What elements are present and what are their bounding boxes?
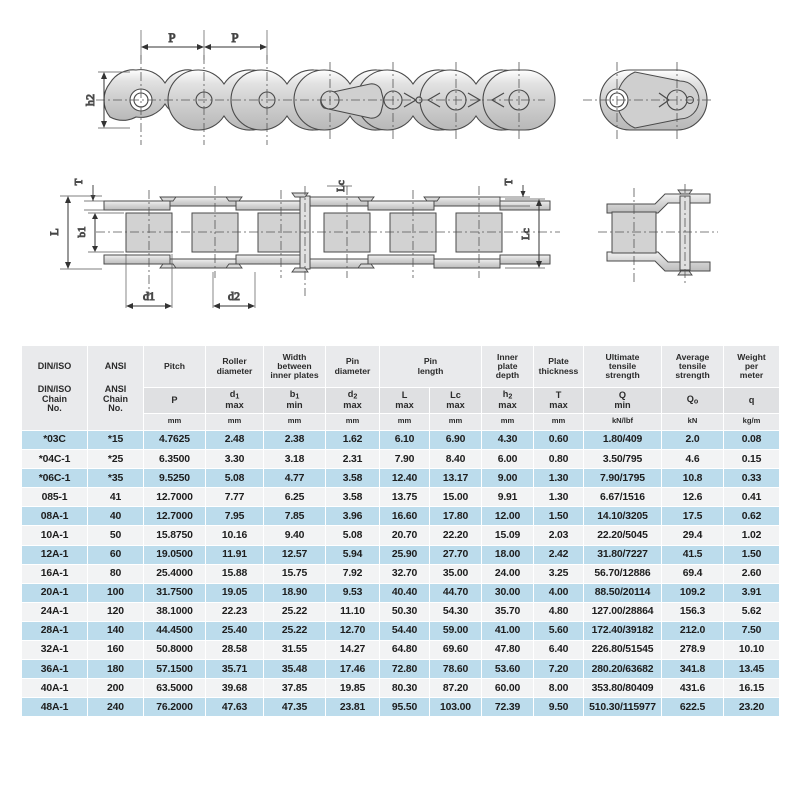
cell-Qo: 109.2 [662, 583, 724, 602]
cell-ansi: *35 [88, 469, 144, 488]
technical-drawings [0, 0, 800, 336]
cell-d2: 7.92 [326, 564, 380, 583]
cell-T: 4.80 [534, 602, 584, 621]
cell-L: 54.40 [380, 621, 430, 640]
cell-Q: 14.10/3205 [584, 507, 662, 526]
cell-L: 20.70 [380, 526, 430, 545]
cell-d2: 23.81 [326, 698, 380, 717]
cell-L: 64.80 [380, 641, 430, 660]
cell-d1: 19.05 [206, 583, 264, 602]
cell-b1: 6.25 [264, 488, 326, 507]
dim-label-h2: h2 [83, 94, 97, 106]
cell-P: 9.5250 [144, 469, 206, 488]
cell-Lc: 44.70 [430, 583, 482, 602]
table-head [22, 346, 780, 431]
cell-d1: 2.48 [206, 431, 264, 450]
unit-pin-diameter: mm [326, 414, 380, 431]
cell-b1: 2.38 [264, 431, 326, 450]
cell-Qo: 431.6 [662, 679, 724, 698]
cell-d1: 15.88 [206, 564, 264, 583]
cell-Qo: 622.5 [662, 698, 724, 717]
cell-L: 50.30 [380, 602, 430, 621]
cell-din_iso: 20A-1 [22, 583, 88, 602]
table-row [22, 507, 780, 526]
symbol-width-inner: b1 min [264, 388, 326, 414]
unit-roller-diameter: mm [206, 414, 264, 431]
cell-Q: 3.50/795 [584, 450, 662, 469]
header-pin-diameter: Pin diameter [326, 346, 380, 388]
cell-h2: 72.39 [482, 698, 534, 717]
cell-din_iso: *06C-1 [22, 469, 88, 488]
cell-din_iso: 40A-1 [22, 679, 88, 698]
cell-h2: 9.00 [482, 469, 534, 488]
unit-plate-thickness: mm [534, 414, 584, 431]
cell-q: 7.50 [724, 621, 780, 640]
table-row [22, 469, 780, 488]
cell-h2: 53.60 [482, 660, 534, 679]
cell-P: 12.7000 [144, 488, 206, 507]
symbol-pin-diameter: d2 max [326, 388, 380, 414]
cell-P: 63.5000 [144, 679, 206, 698]
header-ansi: ANSI ANSI Chain No. [88, 346, 144, 431]
cell-P: 25.4000 [144, 564, 206, 583]
cell-ansi: 40 [88, 507, 144, 526]
table-row [22, 564, 780, 583]
cell-P: 19.0500 [144, 545, 206, 564]
cell-d2: 3.58 [326, 469, 380, 488]
cell-din_iso: 32A-1 [22, 641, 88, 660]
cell-P: 44.4500 [144, 621, 206, 640]
cell-d2: 11.10 [326, 602, 380, 621]
cell-L: 7.90 [380, 450, 430, 469]
cell-Q: 88.50/20114 [584, 583, 662, 602]
cell-d1: 11.91 [206, 545, 264, 564]
cell-Qo: 2.0 [662, 431, 724, 450]
cell-T: 0.80 [534, 450, 584, 469]
cell-ansi: 120 [88, 602, 144, 621]
cell-q: 16.15 [724, 679, 780, 698]
cell-d2: 14.27 [326, 641, 380, 660]
unit-average-tensile: kN [662, 414, 724, 431]
cell-Lc: 35.00 [430, 564, 482, 583]
cell-din_iso: 48A-1 [22, 698, 88, 717]
table-row [22, 431, 780, 450]
cell-din_iso: *04C-1 [22, 450, 88, 469]
symbol-average-tensile: Qo [662, 388, 724, 414]
cell-din_iso: *03C [22, 431, 88, 450]
cell-h2: 47.80 [482, 641, 534, 660]
cell-b1: 37.85 [264, 679, 326, 698]
cell-Q: 510.30/115977 [584, 698, 662, 717]
table-row [22, 660, 780, 679]
chain-side-view [83, 30, 555, 145]
cell-Qo: 29.4 [662, 526, 724, 545]
cell-din_iso: 08A-1 [22, 507, 88, 526]
cell-q: 0.33 [724, 469, 780, 488]
cell-d1: 47.63 [206, 698, 264, 717]
cell-Q: 7.90/1795 [584, 469, 662, 488]
cell-Lc: 87.20 [430, 679, 482, 698]
cell-h2: 60.00 [482, 679, 534, 698]
cell-q: 0.41 [724, 488, 780, 507]
cell-P: 4.7625 [144, 431, 206, 450]
dim-label-pitch-2: P [231, 30, 239, 45]
cell-Q: 280.20/63682 [584, 660, 662, 679]
cell-ansi: 50 [88, 526, 144, 545]
dim-label-Lc-top: Lc [335, 180, 347, 192]
cell-h2: 12.00 [482, 507, 534, 526]
cell-T: 3.25 [534, 564, 584, 583]
header-plate-thickness: Plate thickness [534, 346, 584, 388]
cell-q: 10.10 [724, 641, 780, 660]
cell-Lc: 22.20 [430, 526, 482, 545]
cell-din_iso: 36A-1 [22, 660, 88, 679]
cell-T: 2.03 [534, 526, 584, 545]
cell-d1: 10.16 [206, 526, 264, 545]
cell-L: 32.70 [380, 564, 430, 583]
table-row [22, 488, 780, 507]
cell-din_iso: 24A-1 [22, 602, 88, 621]
symbol-plate-thickness: T max [534, 388, 584, 414]
cell-L: 40.40 [380, 583, 430, 602]
cell-b1: 47.35 [264, 698, 326, 717]
cell-Q: 56.70/12886 [584, 564, 662, 583]
cell-h2: 35.70 [482, 602, 534, 621]
header-average-tensile-strength: Average tensile strength [662, 346, 724, 388]
cell-T: 5.60 [534, 621, 584, 640]
cell-d1: 25.40 [206, 621, 264, 640]
cell-q: 5.62 [724, 602, 780, 621]
table-row [22, 698, 780, 717]
cell-L: 13.75 [380, 488, 430, 507]
dim-label-T-right: T [503, 178, 515, 186]
cell-Qo: 12.6 [662, 488, 724, 507]
cell-h2: 15.09 [482, 526, 534, 545]
cell-q: 2.60 [724, 564, 780, 583]
dim-label-Lc-right: Lc [520, 228, 532, 240]
cell-d2: 5.94 [326, 545, 380, 564]
header-weight-per-meter: Weight per meter [724, 346, 780, 388]
table-row [22, 602, 780, 621]
cell-ansi: 240 [88, 698, 144, 717]
table-row [22, 545, 780, 564]
cell-Qo: 212.0 [662, 621, 724, 640]
cell-L: 80.30 [380, 679, 430, 698]
cell-d2: 1.62 [326, 431, 380, 450]
cell-P: 76.2000 [144, 698, 206, 717]
header-row-names [22, 346, 780, 388]
cell-Q: 127.00/28864 [584, 602, 662, 621]
connecting-link-plan-view [598, 184, 718, 286]
cell-din_iso: 28A-1 [22, 621, 88, 640]
cell-T: 9.50 [534, 698, 584, 717]
cell-Qo: 156.3 [662, 602, 724, 621]
cell-b1: 3.18 [264, 450, 326, 469]
symbol-pitch: P [144, 388, 206, 414]
cell-Lc: 27.70 [430, 545, 482, 564]
cell-L: 6.10 [380, 431, 430, 450]
symbol-pin-length-lc: Lc max [430, 388, 482, 414]
cell-ansi: *15 [88, 431, 144, 450]
cell-d2: 9.53 [326, 583, 380, 602]
cell-L: 95.50 [380, 698, 430, 717]
cell-d1: 22.23 [206, 602, 264, 621]
table-row [22, 450, 780, 469]
cell-T: 7.20 [534, 660, 584, 679]
cell-din_iso: 085-1 [22, 488, 88, 507]
unit-pin-length-lc: mm [430, 414, 482, 431]
cell-b1: 7.85 [264, 507, 326, 526]
cell-L: 16.60 [380, 507, 430, 526]
cell-ansi: 60 [88, 545, 144, 564]
cell-T: 8.00 [534, 679, 584, 698]
header-roller-diameter: Roller diameter [206, 346, 264, 388]
cell-Qo: 17.5 [662, 507, 724, 526]
cell-Lc: 78.60 [430, 660, 482, 679]
table-row [22, 679, 780, 698]
cell-din_iso: 10A-1 [22, 526, 88, 545]
dim-label-d2: d2 [228, 289, 240, 303]
chain-specification-table [21, 345, 780, 717]
cell-d2: 12.70 [326, 621, 380, 640]
cell-q: 0.62 [724, 507, 780, 526]
cell-Qo: 341.8 [662, 660, 724, 679]
cell-Q: 1.80/409 [584, 431, 662, 450]
chain-plan-view [47, 178, 560, 309]
cell-Lc: 13.17 [430, 469, 482, 488]
cell-Lc: 59.00 [430, 621, 482, 640]
cell-h2: 4.30 [482, 431, 534, 450]
cell-ansi: 41 [88, 488, 144, 507]
cell-d2: 5.08 [326, 526, 380, 545]
cell-h2: 41.00 [482, 621, 534, 640]
cell-Lc: 54.30 [430, 602, 482, 621]
cell-P: 12.7000 [144, 507, 206, 526]
header-width-between-inner-plates: Width between inner plates [264, 346, 326, 388]
cell-d1: 28.58 [206, 641, 264, 660]
cell-d1: 7.77 [206, 488, 264, 507]
unit-inner-plate-depth: mm [482, 414, 534, 431]
cell-Qo: 69.4 [662, 564, 724, 583]
cell-ansi: 80 [88, 564, 144, 583]
cell-d2: 3.58 [326, 488, 380, 507]
unit-pitch: mm [144, 414, 206, 431]
table-row [22, 526, 780, 545]
cell-q: 0.08 [724, 431, 780, 450]
symbol-ultimate-tensile: Q min [584, 388, 662, 414]
cell-q: 13.45 [724, 660, 780, 679]
cell-b1: 15.75 [264, 564, 326, 583]
cell-T: 1.50 [534, 507, 584, 526]
cell-d1: 35.71 [206, 660, 264, 679]
chain-drawing-svg [0, 0, 800, 336]
symbol-inner-plate-depth: h2 max [482, 388, 534, 414]
cell-P: 15.8750 [144, 526, 206, 545]
cell-Qo: 4.6 [662, 450, 724, 469]
cell-T: 2.42 [534, 545, 584, 564]
cell-ansi: 140 [88, 621, 144, 640]
cell-q: 3.91 [724, 583, 780, 602]
header-din-iso: DIN/ISO DIN/ISO Chain No. [22, 346, 88, 431]
cell-P: 50.8000 [144, 641, 206, 660]
cell-ansi: *25 [88, 450, 144, 469]
cell-Q: 353.80/80409 [584, 679, 662, 698]
cell-T: 1.30 [534, 488, 584, 507]
cell-Qo: 41.5 [662, 545, 724, 564]
dim-label-L: L [47, 228, 61, 236]
dim-label-pitch-1: P [168, 30, 176, 45]
unit-pin-length-l: mm [380, 414, 430, 431]
symbol-weight: q [724, 388, 780, 414]
cell-q: 23.20 [724, 698, 780, 717]
cell-ansi: 160 [88, 641, 144, 660]
cell-q: 1.02 [724, 526, 780, 545]
cell-q: 0.15 [724, 450, 780, 469]
cell-b1: 25.22 [264, 621, 326, 640]
cell-T: 4.00 [534, 583, 584, 602]
cell-Lc: 8.40 [430, 450, 482, 469]
cell-P: 6.3500 [144, 450, 206, 469]
dim-label-T-left: T [73, 178, 85, 186]
cell-b1: 35.48 [264, 660, 326, 679]
cell-P: 31.7500 [144, 583, 206, 602]
cell-Qo: 278.9 [662, 641, 724, 660]
connecting-link-side-view [583, 62, 712, 140]
cell-Qo: 10.8 [662, 469, 724, 488]
cell-b1: 4.77 [264, 469, 326, 488]
unit-width-inner: mm [264, 414, 326, 431]
cell-L: 72.80 [380, 660, 430, 679]
cell-d2: 3.96 [326, 507, 380, 526]
dim-label-d1: d1 [143, 289, 155, 303]
cell-h2: 18.00 [482, 545, 534, 564]
cell-d1: 39.68 [206, 679, 264, 698]
unit-weight: kg/m [724, 414, 780, 431]
cell-d1: 7.95 [206, 507, 264, 526]
cell-P: 57.1500 [144, 660, 206, 679]
header-inner-plate-depth: Inner plate depth [482, 346, 534, 388]
cell-din_iso: 12A-1 [22, 545, 88, 564]
cell-P: 38.1000 [144, 602, 206, 621]
cell-q: 1.50 [724, 545, 780, 564]
cell-Q: 22.20/5045 [584, 526, 662, 545]
cell-L: 25.90 [380, 545, 430, 564]
cell-T: 0.60 [534, 431, 584, 450]
spec-table-container [21, 345, 779, 717]
unit-ultimate-tensile: kN/lbf [584, 414, 662, 431]
cell-Lc: 69.60 [430, 641, 482, 660]
cell-ansi: 100 [88, 583, 144, 602]
symbol-pin-length-l: L max [380, 388, 430, 414]
cell-d1: 5.08 [206, 469, 264, 488]
cell-L: 12.40 [380, 469, 430, 488]
cell-T: 1.30 [534, 469, 584, 488]
cell-b1: 31.55 [264, 641, 326, 660]
table-body [22, 431, 780, 717]
cell-ansi: 180 [88, 660, 144, 679]
table-row [22, 641, 780, 660]
header-pitch: Pitch [144, 346, 206, 388]
cell-d2: 19.85 [326, 679, 380, 698]
cell-din_iso: 16A-1 [22, 564, 88, 583]
cell-h2: 24.00 [482, 564, 534, 583]
cell-Q: 172.40/39182 [584, 621, 662, 640]
symbol-roller-diameter: d1 max [206, 388, 264, 414]
cell-h2: 6.00 [482, 450, 534, 469]
cell-Lc: 103.00 [430, 698, 482, 717]
cell-b1: 12.57 [264, 545, 326, 564]
cell-T: 6.40 [534, 641, 584, 660]
cell-b1: 18.90 [264, 583, 326, 602]
cell-Q: 6.67/1516 [584, 488, 662, 507]
cell-h2: 30.00 [482, 583, 534, 602]
cell-Lc: 6.90 [430, 431, 482, 450]
cell-Q: 31.80/7227 [584, 545, 662, 564]
cell-b1: 9.40 [264, 526, 326, 545]
cell-d2: 17.46 [326, 660, 380, 679]
cell-b1: 25.22 [264, 602, 326, 621]
header-ultimate-tensile-strength: Ultimate tensile strength [584, 346, 662, 388]
table-row [22, 583, 780, 602]
table-row [22, 621, 780, 640]
cell-h2: 9.91 [482, 488, 534, 507]
cell-d2: 2.31 [326, 450, 380, 469]
dim-label-b1: b1 [76, 226, 88, 238]
cell-d1: 3.30 [206, 450, 264, 469]
cell-ansi: 200 [88, 679, 144, 698]
cell-Lc: 17.80 [430, 507, 482, 526]
cell-Q: 226.80/51545 [584, 641, 662, 660]
header-pin-length: Pin length [380, 346, 482, 388]
cell-Lc: 15.00 [430, 488, 482, 507]
